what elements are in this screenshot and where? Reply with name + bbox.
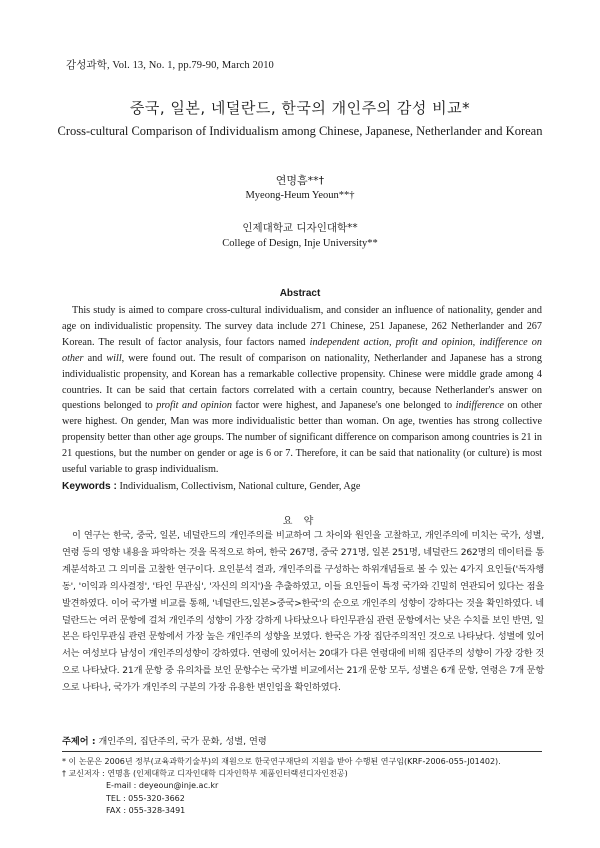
keywords-list: Individualism, Collectivism, National culture, Gender, Age	[116, 481, 361, 492]
footnote-divider	[62, 751, 542, 752]
footnote-fax: FAX : 055-328-3491	[106, 805, 186, 815]
footnote-funding: * 이 논문은 2006년 정부(교육과학기술부)의 재원으로 한국연구재단의 지원을 받아 수행된 연구임(KRF-2006-055-J01402).	[62, 757, 501, 766]
footnote-corresponding-author: † 교신저자 : 연명흠 (인제대학교 디자인대학 디자인학부 제품인터랙션디자인전공)	[62, 769, 348, 779]
keywords-label: Keywords :	[62, 481, 117, 492]
footnote-email: E-mail : deyeoun@inje.ac.kr	[106, 781, 219, 791]
abstract-emphasis-1: independent action, profit and opinion, indifference on other	[62, 336, 542, 364]
abstract-emphasis-2: will	[106, 352, 122, 364]
abstract-text	[62, 303, 542, 478]
title-english: Cross-cultural Comparison of Individualism among Chinese, Japanese, Netherlander and Korean	[57, 124, 543, 138]
keywords-line	[62, 481, 542, 492]
abstract-emphasis-3: profit and opinion	[156, 400, 232, 412]
abstract-part-5: on other were highest. On gender, Man was more individualistic better than woman. On age, twenties has strong collective propensity better than other age groups. The number of significant difference on comparison among countries is 21 in 21 questions, but the number on gender or age is 6 or 7. Therefore, it can be said that nationality (or culture) is most useful variable to grasp individualism.	[62, 400, 542, 476]
footnotes	[62, 756, 542, 817]
abstract-part-4: factor were highest, and Japanese's one belonged to	[231, 400, 456, 412]
korean-summary-heading: 요 약	[282, 516, 318, 527]
affiliation-korean: 인제대학교 디자인대학**	[242, 222, 358, 234]
journal-citation: 감성과학, Vol. 13, No. 1, pp.79-90, March 2010	[66, 60, 274, 71]
title-korean: 중국, 일본, 네덜란드, 한국의 개인주의 감성 비교*	[129, 99, 471, 117]
abstract-emphasis-4: indifference	[455, 400, 504, 412]
abstract-part-2: and	[83, 352, 107, 364]
affiliation-english: College of Design, Inje University**	[222, 238, 378, 249]
korean-summary-text: 이 연구는 한국, 중국, 일본, 네덜란드의 개인주의를 비교하여 그 차이와 원인을 고찰하고, 개인주의에 미치는 국가, 성별, 연령 등의 영향 내용을 파악하는 것을 목적으로 하여, 한국 267명, 중국 271명, 일본 251명, 네덜란드 262명의 데이터를 통계분석하고 그 의미를 고찰한 연구이다. 요인분석 결과, 개인주의를 구성하는 하위개념들로 볼 수 있는 4가지 요인들('독자행동', '이익과 의사결정', '타인 무관심', '자신의 의지')을 추출하였고, 이들 요인들이 특정 국가와 긴밀히 연관되어 있다는 점을 발견하였다. 이어 국가별 비교를 통해, '네덜란드,일본>중국>한국'의 순으로 개인주의 성향이 강하다는 것을 확인하였다. 네덜란드는 여러 문항에 걸쳐 개인주의 성향이 가장 강하게 나타났으나 타인무관심 관련 문항에서는 낮은 수치를 보인 반면, 일본은 타인무관심 관련 문항에서 가장 높은 개인주의 성향을 보였다. 한국은 가장 집단주의적인 것으로 나타났다. 성별에 있어서는 여성보다 남성이 개인주의성향이 강하였다. 연령에 있어서는 20대가 다른 연령대에 비해 집단주의 성향이 가장 강한 것으로 나타났다. 21개 문항 중 유의차를 보인 문항수는 국가별 비교에서는 21개 문항 모두, 성별은 6개 문항, 연령은 7개 문항으로 나타나, 국가가 개인주의 구분의 가장 유용한 변인임을 확인하였다.	[62, 530, 544, 694]
korean-keywords-label: 주제어 :	[62, 736, 96, 747]
abstract-part-3: , were found out. The result of comparison on nationality, Netherlander and Japanese has a strong individualistic propensity, and Korean has a remarkable collective propensity. Chinese were middle grade among 4 countries. It can be said that certain factors correlated with a certain country, because Netherlander's answer on questions belonged to	[62, 352, 542, 412]
author-korean: 연명흠**†	[275, 174, 325, 187]
author-english: Myeong-Heum Yeoun**†	[245, 190, 355, 201]
korean-keywords-list: 개인주의, 집단주의, 국가 문화, 성별, 연령	[95, 736, 267, 747]
abstract-part-1: This study is aimed to compare cross-cultural individualism, and consider an influence of nationality, gender and age on individualistic propensity. The survey data include 271 Chinese, 251 Japanese, 262 Netherlander and 267 Korean. The result of factor analysis, four factors named	[62, 305, 542, 348]
korean-keywords-line	[62, 733, 542, 747]
footnote-tel: TEL : 055-320-3662	[106, 793, 185, 803]
abstract-heading: Abstract	[279, 288, 321, 299]
